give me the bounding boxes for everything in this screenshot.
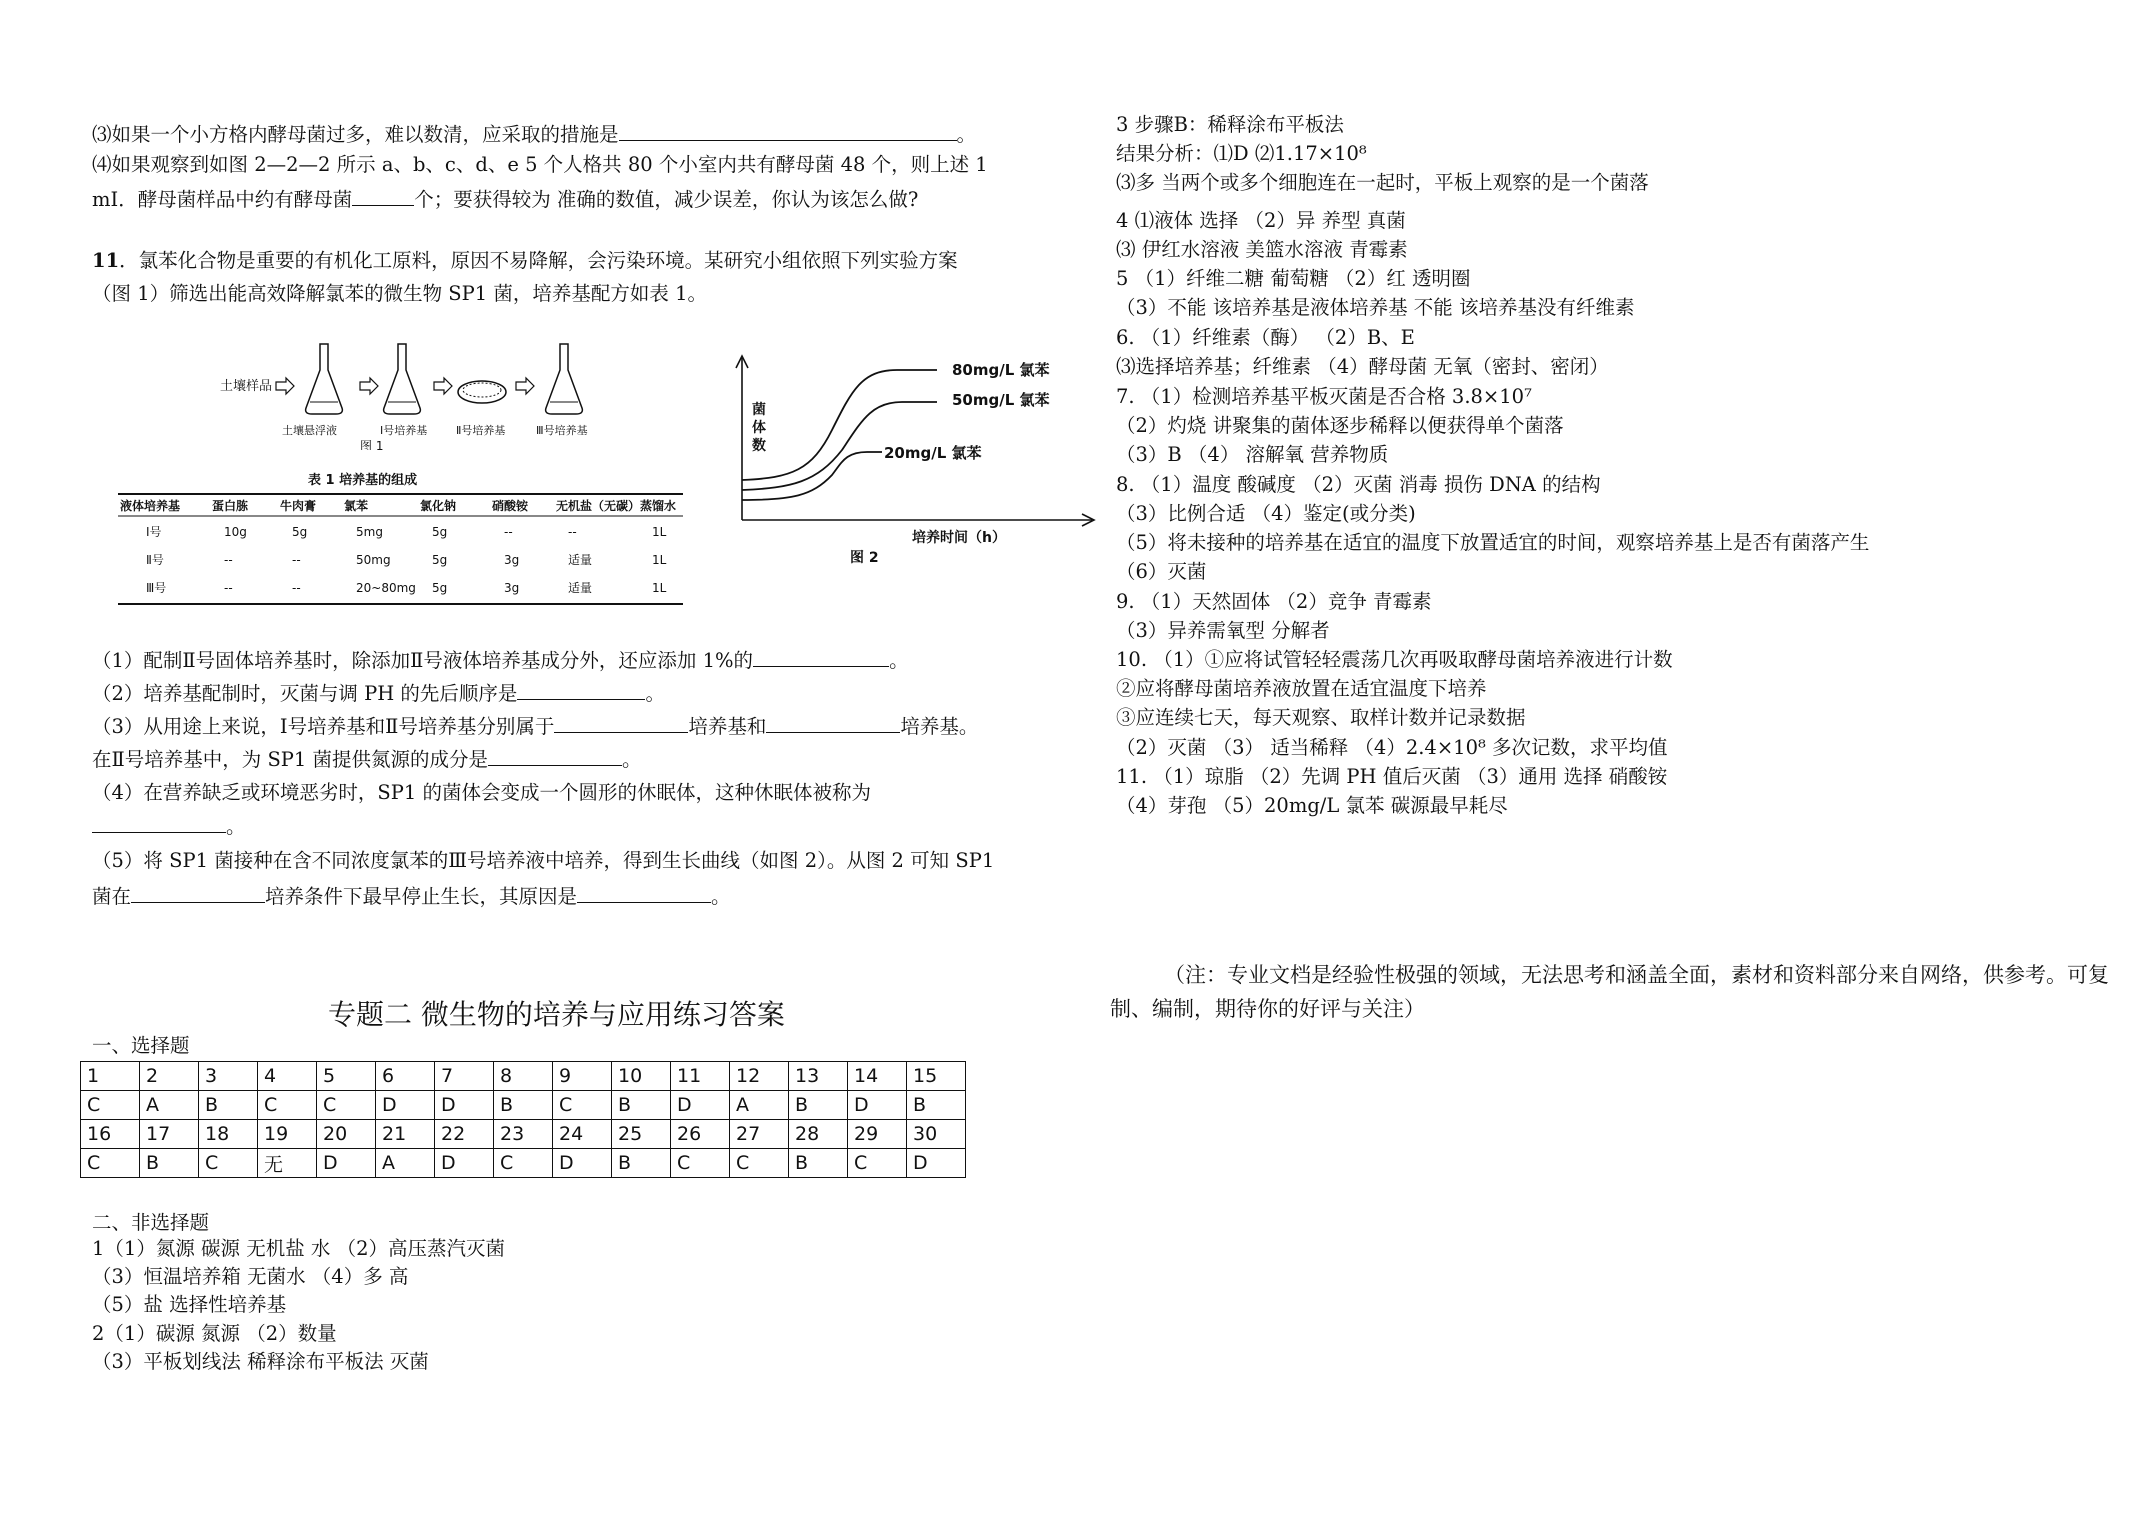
answer-line: 10. （1）①应将试管轻轻震荡几次再吸取酵母菌培养液进行计数: [1116, 648, 1673, 671]
table1-cell: 5mg: [356, 525, 383, 539]
table-cell: 21: [376, 1120, 435, 1149]
table-row: [81, 1149, 966, 1178]
table-cell: B: [199, 1091, 258, 1120]
table-cell: D: [907, 1149, 966, 1178]
table-cell: C: [199, 1149, 258, 1178]
question-10-4-cont: mI．酵母菌样品中约有酵母菌 个；要获得较为 准确的数值，减少误差，你认为该怎么做?: [92, 185, 918, 213]
table-cell: 25: [612, 1120, 671, 1149]
table1-cell: 3g: [504, 581, 520, 595]
answer-line: ⑶多 当两个或多个细胞连在一起时，平板上观察的是一个菌落: [1116, 171, 1649, 194]
table-cell: A: [140, 1091, 199, 1120]
table-cell: B: [789, 1091, 848, 1120]
table1-cell: 1L: [652, 525, 667, 539]
table-cell: 6: [376, 1062, 435, 1091]
question-10-3: ⑶如果一个小方格内酵母菌过多，难以数清，应采取的措施是 。: [92, 120, 976, 148]
table1-cell: --: [292, 581, 301, 595]
table-cell: 无: [258, 1149, 317, 1178]
table-cell: 10: [612, 1062, 671, 1091]
answer-line: （2）灼烧 讲聚集的菌体逐步稀释以便获得单个菌落: [1116, 414, 1564, 437]
arrow-3: [434, 378, 452, 394]
table1-cell: --: [224, 553, 233, 567]
answer-line: 9. （1）天然固体 （2）竞争 青霉素: [1116, 590, 1432, 613]
table1-cell: 牛肉膏: [280, 499, 317, 513]
answer-line: （3）不能 该培养基是液体培养基 不能 该培养基没有纤维素: [1116, 296, 1635, 319]
question-11-3-cont: 在Ⅱ号培养基中，为 SP1 菌提供氮源的成分是 。: [92, 745, 642, 773]
table-cell: B: [494, 1091, 553, 1120]
table1-cell: Ⅰ号: [146, 525, 162, 539]
table1-cell: 氯苯: [344, 499, 369, 513]
table-1: [118, 470, 688, 630]
question-11-5-cont: 菌在 培养条件下最早停止生长，其原因是 。: [92, 882, 731, 910]
fig1-step3-label: Ⅱ号培养基: [456, 424, 506, 437]
answer-line: （4）芽孢 （5）20mg/L 氯苯 碳源最早耗尽: [1116, 794, 1508, 817]
flask-1: [306, 344, 343, 414]
table-cell: 22: [435, 1120, 494, 1149]
table1-cell: 5g: [432, 525, 448, 539]
fig1-step1-label: 土壤悬浮液: [282, 424, 337, 437]
table-cell: B: [140, 1149, 199, 1178]
fig2-ylabel: 菌体数: [752, 402, 766, 454]
table-cell: 16: [81, 1120, 140, 1149]
table-cell: 20: [317, 1120, 376, 1149]
table-cell: 8: [494, 1062, 553, 1091]
table-cell: D: [435, 1091, 494, 1120]
table1-cell: 液体培养基: [120, 499, 181, 513]
fig2-xlabel: 培养时间（h）: [912, 530, 1006, 546]
table-cell: 14: [848, 1062, 907, 1091]
answer-line: 6. （1）纤维素（酶） （2）B、E: [1116, 326, 1415, 349]
table-cell: 3: [199, 1062, 258, 1091]
fig1-soil-label: 土壤样品: [220, 379, 273, 394]
table-cell: C: [671, 1149, 730, 1178]
answer-2-line-2: （3）平板划线法 稀释涂布平板法 灭菌: [92, 1350, 429, 1373]
table-cell: 24: [553, 1120, 612, 1149]
question-11-5: （5）将 SP1 菌接种在含不同浓度氯苯的Ⅲ号培养液中培养，得到生长曲线（如图 2）。从图 2 可知 SP1: [92, 849, 995, 872]
section-1-heading: 一、选择题: [92, 1034, 190, 1057]
question-11-intro-cont: （图 1）筛选出能高效降解氯苯的微生物 SP1 菌，培养基配方如表 1。: [92, 282, 707, 305]
table1-cell: 氯化钠: [420, 499, 457, 513]
table1-cell: 3g: [504, 553, 520, 567]
petri-dish: [458, 381, 506, 403]
table-cell: C: [553, 1091, 612, 1120]
table-cell: 18: [199, 1120, 258, 1149]
table-cell: 17: [140, 1120, 199, 1149]
table-cell: 11: [671, 1062, 730, 1091]
table1-cell: --: [568, 525, 577, 539]
answer-line: 4 ⑴液体 选择 （2）异 养型 真菌: [1116, 209, 1406, 232]
flask-2: [384, 344, 421, 414]
table-cell: B: [789, 1149, 848, 1178]
table1-cell: --: [292, 553, 301, 567]
table-cell: B: [907, 1091, 966, 1120]
table1-cell: 1L: [652, 581, 667, 595]
table-cell: 7: [435, 1062, 494, 1091]
fig2-curves: [742, 361, 1050, 500]
table-cell: A: [730, 1091, 789, 1120]
table-cell: C: [81, 1091, 140, 1120]
arrow-1: [276, 378, 294, 394]
fig1-step4-label: Ⅲ号培养基: [536, 424, 588, 437]
table-cell: 12: [730, 1062, 789, 1091]
answer-line: （5）将未接种的培养基在适宜的温度下放置适宜的时间，观察培养基上是否有菌落产生: [1116, 531, 1870, 554]
answer-title: 专题二 微生物的培养与应用练习答案: [328, 998, 785, 1031]
answer-line: ⑶ 伊红水溶液 美篮水溶液 青霉素: [1116, 238, 1408, 261]
table-row: [81, 1120, 966, 1149]
table1-cell: 无机盐（无碳）: [556, 499, 641, 513]
answer-line: （3）比例合适 （4）鉴定(或分类): [1116, 502, 1416, 525]
question-11-3: （3）从用途上来说，Ⅰ号培养基和Ⅱ号培养基分别属于 培养基和 培养基。: [92, 712, 978, 740]
arrow-2: [360, 378, 378, 394]
table-cell: C: [317, 1091, 376, 1120]
question-11-2: （2）培养基配制时，灭菌与调 PH 的先后顺序是 。: [92, 679, 665, 707]
answer-line: ③应连续七天，每天观察、取样计数并记录数据: [1116, 706, 1526, 729]
answer-line: （2）灭菌 （3） 适当稀释 （4）2.4×10⁸ 多次记数，求平均值: [1116, 736, 1668, 759]
figure-2-growth-curves: [722, 350, 1112, 580]
table-cell: A: [376, 1149, 435, 1178]
table-cell: C: [730, 1149, 789, 1178]
table-cell: D: [435, 1149, 494, 1178]
table-cell: 1: [81, 1062, 140, 1091]
answer-line: ②应将酵母菌培养液放置在适宜温度下培养: [1116, 677, 1487, 700]
answer-line: 5 （1）纤维二糖 葡萄糖 （2）红 透明圈: [1116, 267, 1471, 290]
table-cell: 9: [553, 1062, 612, 1091]
answer-line: （3）异养需氧型 分解者: [1116, 619, 1330, 642]
table-cell: 19: [258, 1120, 317, 1149]
table-cell: 27: [730, 1120, 789, 1149]
table-cell: 28: [789, 1120, 848, 1149]
table1-cell: 10g: [224, 525, 247, 539]
table-cell: C: [258, 1091, 317, 1120]
table1-cell: Ⅲ号: [146, 581, 167, 595]
table-cell: D: [553, 1149, 612, 1178]
curve-label: 20mg/L 氯苯: [884, 444, 982, 462]
answer-1-line-3: （5）盐 选择性培养基: [92, 1293, 287, 1316]
table1-cell: 5g: [432, 581, 448, 595]
answer-line: 11. （1）琼脂 （2）先调 PH 值后灭菌 （3）通用 选择 硝酸铵: [1116, 765, 1668, 788]
figure-1-flow: [220, 330, 700, 450]
table1-cell: 1L: [652, 553, 667, 567]
table1-cell: 适量: [568, 581, 593, 595]
fig1-caption: 图 1: [360, 439, 384, 450]
multiple-choice-answer-table: [80, 1061, 966, 1178]
table-cell: 2: [140, 1062, 199, 1091]
answer-line: 结果分析：⑴D ⑵1.17×10⁸: [1116, 142, 1367, 165]
table-cell: D: [376, 1091, 435, 1120]
table1-cell: Ⅱ号: [146, 553, 164, 567]
table-row: [81, 1091, 966, 1120]
table-cell: C: [494, 1149, 553, 1178]
table-cell: C: [81, 1149, 140, 1178]
table1-cell: 适量: [568, 553, 593, 567]
answer-1-line-2: （3）恒温培养箱 无菌水 （4）多 高: [92, 1265, 409, 1288]
table1-cell: 20~80mg: [356, 581, 416, 595]
table-cell: D: [671, 1091, 730, 1120]
table-row: [81, 1062, 966, 1091]
table-cell: B: [612, 1091, 671, 1120]
question-10-4: ⑷如果观察到如图 2—2—2 所示 a、b、c、d、e 5 个人格共 80 个小室内共有酵母菌 48 个，则上述 1: [92, 153, 988, 176]
answer-2-line-1: 2（1）碳源 氮源 （2）数量: [92, 1322, 337, 1345]
question-11-intro: 11．氯苯化合物是重要的有机化工原料，原因不易降解，会污染环境。某研究小组依照下列实验方案: [92, 249, 958, 272]
fig2-caption: 图 2: [850, 550, 879, 566]
table1-title: 表 1 培养基的组成: [308, 473, 418, 488]
table-cell: 30: [907, 1120, 966, 1149]
arrow-4: [516, 378, 534, 394]
table-cell: 4: [258, 1062, 317, 1091]
table-cell: 5: [317, 1062, 376, 1091]
table1-cell: 蒸馏水: [640, 499, 677, 513]
answer-line: ⑶选择培养基；纤维素 （4）酵母菌 无氧（密封、密闭）: [1116, 355, 1609, 378]
right-column: [1110, 0, 2150, 1518]
footer-note: （注：专业文档是经验性极强的领域，无法思考和涵盖全面，素材和资料部分来自网络，供参考。可复制、编制，期待你的好评与关注）: [1110, 963, 2109, 1021]
answer-line: （6）灭菌: [1116, 560, 1207, 583]
table1-cell: 蛋白胨: [212, 499, 249, 513]
table1-cell: 5g: [432, 553, 448, 567]
growth-curve: [742, 370, 937, 480]
table1-cell: --: [224, 581, 233, 595]
table1-cell: 硝酸铵: [492, 499, 529, 513]
answer-line: 8. （1）温度 酸碱度 （2）灭菌 消毒 损伤 DNA 的结构: [1116, 473, 1601, 496]
question-11-4-blank: 。: [92, 812, 246, 840]
table-cell: 29: [848, 1120, 907, 1149]
table-cell: C: [848, 1149, 907, 1178]
answer-line: 7. （1）检测培养基平板灭菌是否合格 3.8×10⁷: [1116, 385, 1532, 408]
table-cell: 23: [494, 1120, 553, 1149]
question-11-4: （4）在营养缺乏或环境恶劣时，SP1 的菌体会变成一个圆形的休眠体，这种休眠体被称为: [92, 781, 871, 804]
table1-cells: [120, 498, 676, 595]
answer-1-line-1: 1（1）氮源 碳源 无机盐 水 （2）高压蒸汽灭菌: [92, 1237, 506, 1260]
table1-cell: 50mg: [356, 553, 391, 567]
fig1-step2-label: Ⅰ号培养基: [380, 424, 428, 437]
table-cell: B: [612, 1149, 671, 1178]
section-2-heading: 二、非选择题: [92, 1211, 210, 1234]
table1-cell: --: [504, 525, 513, 539]
table1-cell: 5g: [292, 525, 308, 539]
table-cell: D: [317, 1149, 376, 1178]
answer-line: （3）B （4） 溶解氧 营养物质: [1116, 443, 1389, 466]
curve-label: 80mg/L 氯苯: [952, 361, 1050, 379]
curve-label: 50mg/L 氯苯: [952, 391, 1050, 409]
table-cell: 15: [907, 1062, 966, 1091]
table-cell: 26: [671, 1120, 730, 1149]
table-cell: D: [848, 1091, 907, 1120]
table-cell: 13: [789, 1062, 848, 1091]
question-11-1: （1）配制Ⅱ号固体培养基时，除添加Ⅱ号液体培养基成分外，还应添加 1%的 。: [92, 646, 909, 674]
flask-3: [546, 344, 583, 414]
answer-line: 3 步骤B：稀释涂布平板法: [1116, 113, 1344, 136]
